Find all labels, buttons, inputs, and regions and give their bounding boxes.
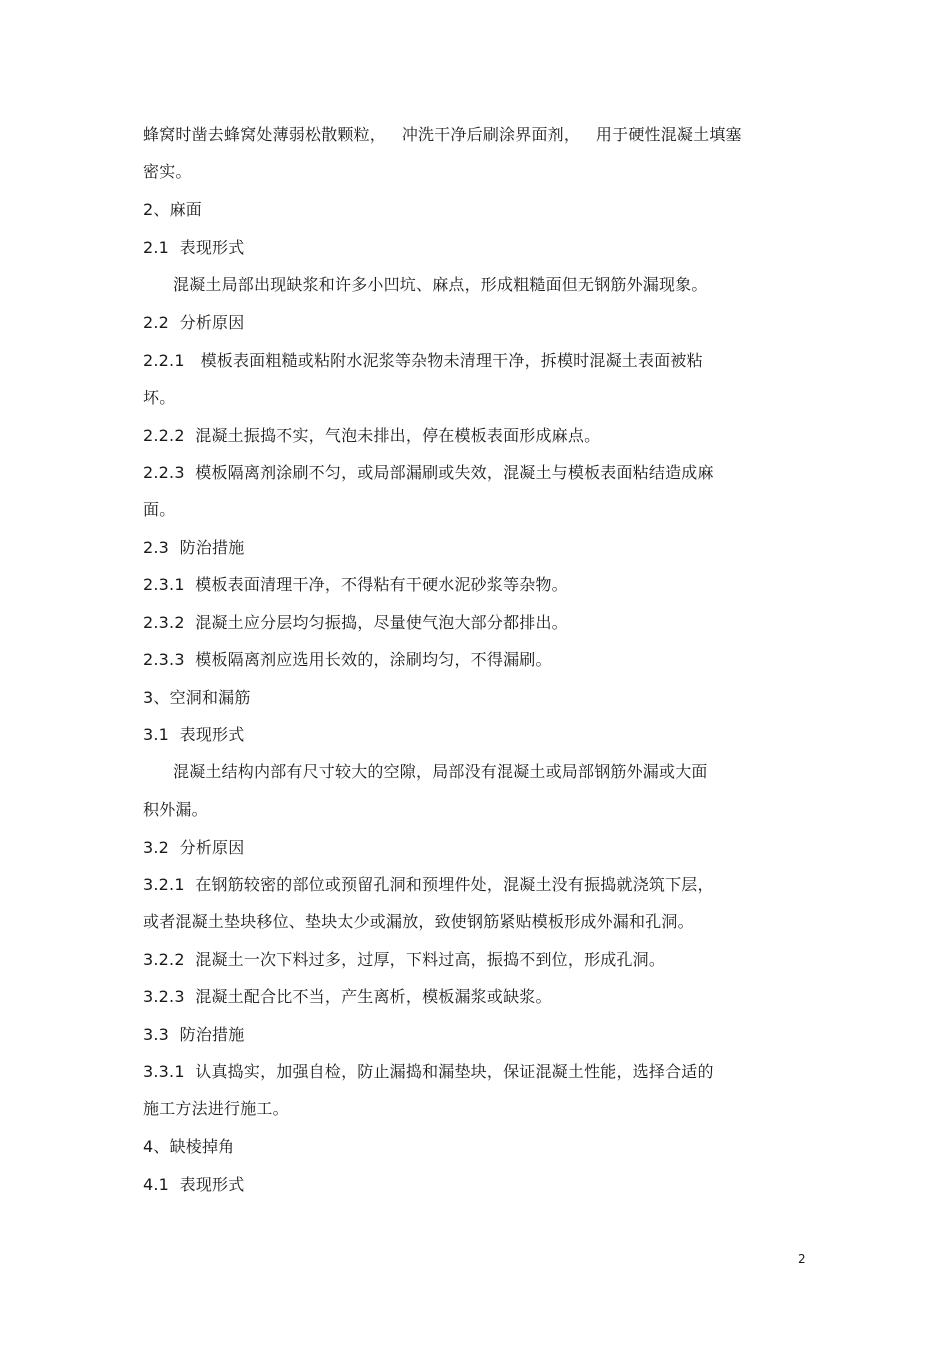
body-text-line: 或者混凝土垫块移位、垫块太少或漏放，致使钢筋紧贴模板形成外漏和孔洞。 xyxy=(143,912,694,931)
section-heading: 4、缺棱掉角 xyxy=(143,1137,235,1156)
body-text-line: 积外漏。 xyxy=(143,800,208,819)
page-number: 2 xyxy=(798,1252,806,1266)
list-item: 2.2.2 混凝土振捣不实，气泡未排出，停在模板表面形成麻点。 xyxy=(143,426,601,445)
subsection-heading: 2.2 分析原因 xyxy=(143,313,245,332)
body-text-line: 蜂窝时凿去蜂窝处薄弱松散颗粒， 冲洗干净后刷涂界面剂， 用于硬性混凝土填塞 xyxy=(143,125,742,144)
list-item: 2.2.3 模板隔离剂涂刷不匀，或局部漏刷或失效，混凝土与模板表面粘结造成麻 xyxy=(143,463,714,482)
list-item: 2.2.1 模板表面粗糙或粘附水泥浆等杂物未清理干净，拆模时混凝土表面被粘 xyxy=(143,351,703,370)
list-item: 2.3.1 模板表面清理干净，不得粘有干硬水泥砂浆等杂物。 xyxy=(143,575,568,594)
list-item: 3.2.2 混凝土一次下料过多，过厚，下料过高，振捣不到位，形成孔洞。 xyxy=(143,950,666,969)
list-item: 2.3.3 模板隔离剂应选用长效的，涂刷均匀，不得漏刷。 xyxy=(143,650,552,669)
subsection-heading: 3.2 分析原因 xyxy=(143,838,245,857)
list-item: 3.2.3 混凝土配合比不当，产生离析，模板漏浆或缺浆。 xyxy=(143,987,552,1006)
body-text-line: 面。 xyxy=(143,500,176,519)
subsection-heading: 3.3 防治措施 xyxy=(143,1025,245,1044)
list-item: 3.3.1 认真捣实，加强自检，防止漏捣和漏垫块，保证混凝土性能，选择合适的 xyxy=(143,1062,714,1081)
body-text-line: 坏。 xyxy=(143,388,176,407)
section-heading: 2、麻面 xyxy=(143,200,202,219)
list-item: 2.3.2 混凝土应分层均匀振捣，尽量使气泡大部分都排出。 xyxy=(143,613,568,632)
subsection-heading: 4.1 表现形式 xyxy=(143,1175,245,1194)
section-heading: 3、空洞和漏筋 xyxy=(143,688,251,707)
subsection-heading: 3.1 表现形式 xyxy=(143,725,245,744)
body-text-line: 混凝土局部出现缺浆和许多小凹坑、麻点，形成粗糙面但无钢筋外漏现象。 xyxy=(173,275,708,294)
subsection-heading: 2.3 防治措施 xyxy=(143,538,245,557)
body-text-line: 密实。 xyxy=(143,162,192,181)
body-text-line: 施工方法进行施工。 xyxy=(143,1099,289,1118)
subsection-heading: 2.1 表现形式 xyxy=(143,238,245,257)
list-item: 3.2.1 在钢筋较密的部位或预留孔洞和预埋件处，混凝土没有振捣就浇筑下层， xyxy=(143,875,714,894)
body-text-line: 混凝土结构内部有尺寸较大的空隙，局部没有混凝土或局部钢筋外漏或大面 xyxy=(173,762,708,781)
